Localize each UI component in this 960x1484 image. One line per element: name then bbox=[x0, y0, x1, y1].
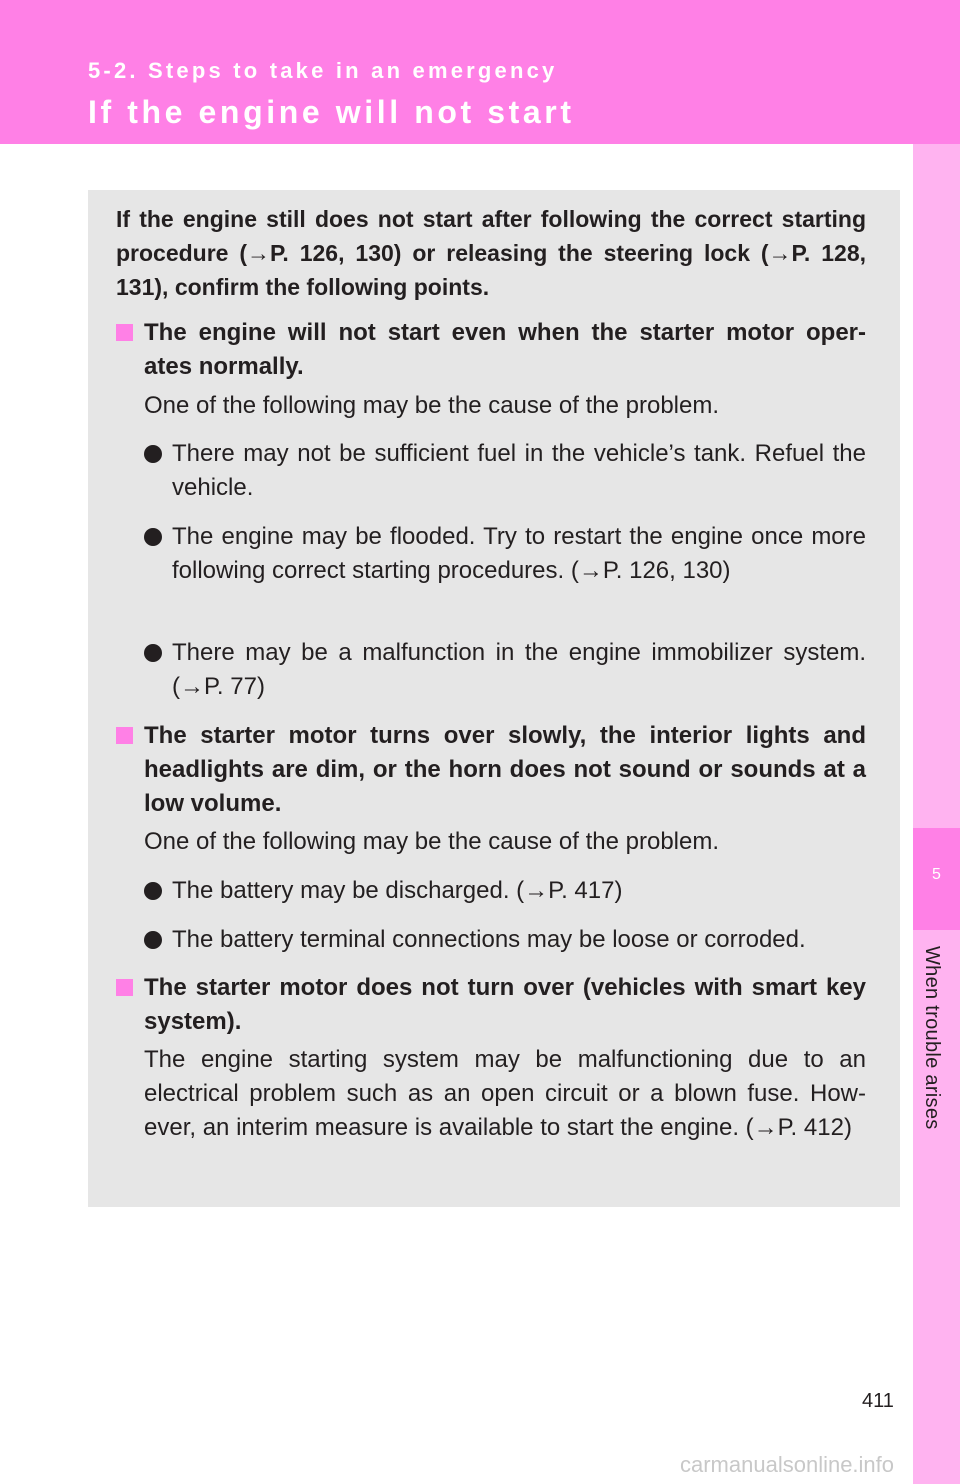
bullet-dot-icon bbox=[144, 445, 162, 463]
chapter-label: When trouble arises bbox=[921, 946, 943, 1130]
page-header bbox=[0, 0, 960, 144]
page-title: If the engine will not start bbox=[88, 94, 575, 130]
square-bullet-icon bbox=[116, 324, 133, 341]
section-heading: The starter motor does not turn over (vehicles with smart key system). bbox=[144, 974, 866, 1035]
list-item: The battery terminal connections may be loose or corroded. bbox=[172, 926, 806, 953]
section-lead: One of the following may be the cause of the problem. bbox=[144, 828, 720, 855]
section-heading: The engine will not start even when the starter motor oper- ates normally. bbox=[144, 319, 866, 380]
section-lead: The engine starting system may be malfunctioning due to an electrical problem such as an open circuit or a blown fuse. How- ever, an interim measure is available to start the engine. (→P. 412) bbox=[144, 1046, 866, 1141]
square-bullet-icon bbox=[116, 979, 133, 996]
square-bullet-icon bbox=[116, 727, 133, 744]
bullet-dot-icon bbox=[144, 528, 162, 546]
bullet-dot-icon bbox=[144, 931, 162, 949]
list-item: The engine may be flooded. Try to restart the engine once more following correct starting procedures. (→P. 126, 130) bbox=[172, 523, 866, 584]
intro-paragraph: If the engine still does not start after following the correct starting procedure (→P. 126, 130) or releasing the steering lock (→P. 128, 131), confirm the following points. bbox=[116, 206, 866, 300]
chapter-number: 5 bbox=[932, 866, 941, 883]
section-lead: One of the following may be the cause of the problem. bbox=[144, 392, 720, 419]
list-item: There may be a malfunction in the engine immobilizer system. (→P. 77) bbox=[172, 639, 866, 700]
list-item: The battery may be discharged. (→P. 417) bbox=[172, 877, 623, 904]
watermark: carmanualsonline.info bbox=[680, 1452, 895, 1477]
section-subtitle: 5-2. Steps to take in an emergency bbox=[88, 58, 558, 83]
page-number: 411 bbox=[862, 1390, 894, 1412]
section-heading: The starter motor turns over slowly, the interior lights and headlights are dim, or the horn does not sound or sounds at a low volume. bbox=[144, 722, 866, 817]
chapter-side-strip bbox=[913, 144, 960, 1484]
bullet-dot-icon bbox=[144, 882, 162, 900]
bullet-dot-icon bbox=[144, 644, 162, 662]
list-item: There may not be sufficient fuel in the vehicle’s tank. Refuel the vehicle. bbox=[172, 440, 866, 501]
